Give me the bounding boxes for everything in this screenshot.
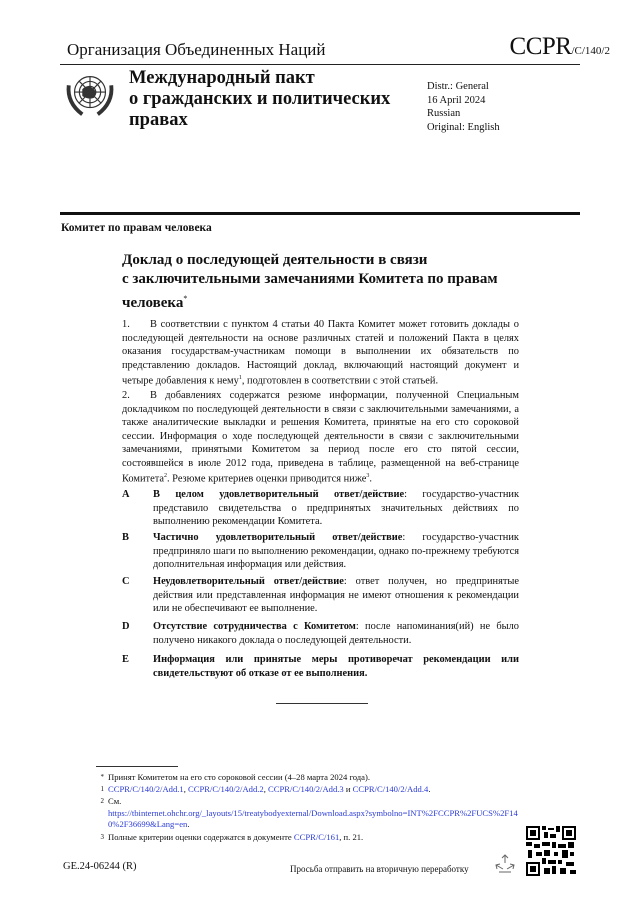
symbol-sub: /C/140/2 (571, 45, 610, 57)
criterion-label: Информация или принятые меры противоречат рекомендации или свидетельствуют об отказе от ее выполнения. (153, 654, 519, 679)
footnote-3 (100, 832, 528, 844)
footnote-star (100, 772, 528, 784)
document-link[interactable]: CCPR/C/140/2/Add.2 (188, 784, 264, 794)
criterion-label: Частично удовлетворительный ответ/действие (153, 532, 403, 543)
footnote-ref[interactable]: * (183, 294, 188, 303)
paragraph-text: , подготовлен в соответствии с этой статьей. (241, 375, 439, 387)
paragraph-2 (122, 389, 519, 486)
footnote-text: Принят Комитетом на его сто сороковой сессии (4–28 марта 2024 года). (108, 772, 370, 782)
distribution: Distr.: General (427, 81, 489, 92)
document-link[interactable]: CCPR/C/140/2/Add.3 (268, 784, 344, 794)
treaty-title-line: правах (129, 110, 188, 130)
header-rule (60, 64, 580, 65)
title-line: человека (122, 295, 184, 311)
distribution-block (427, 80, 500, 134)
document-link[interactable]: CCPR/C/140/2/Add.1 (108, 784, 184, 794)
job-number: GE.24-06244 (R) (63, 861, 137, 872)
paragraph-number: 1. (122, 319, 130, 330)
document-date: 16 April 2024 (427, 94, 486, 106)
title-line: с заключительными замечаниями Комитета по правам (122, 271, 498, 287)
footnote-mark: 1 (100, 785, 104, 793)
recycle-icon (493, 853, 517, 877)
criterion-letter: A (122, 489, 130, 500)
document-symbol (510, 33, 610, 61)
criterion-c (122, 575, 519, 616)
criterion-label: Отсутствие сотрудничества с Комитетом (153, 621, 356, 632)
criterion-b (122, 531, 519, 572)
section-rule (60, 212, 580, 215)
paragraph-text: . (369, 473, 372, 485)
web-link[interactable]: https://tbinternet.ohchr.org/_layouts/15/treatybodyexternal/Download.aspx?symbolno=INT%2FCCPR%2FUCS%2F140%2F36699&Lang=en (108, 807, 518, 830)
separator: , (183, 784, 188, 794)
footnote-text: См. (108, 796, 122, 806)
footnote-mark: 3 (100, 833, 104, 841)
separator: . (187, 819, 190, 830)
paragraph-text: В соответствии с пунктом 4 статьи 40 Пакта Комитет может готовить доклады о последующей деятельности на основе различных статей и положений Пакта в целях оказания государствам-участникам помощи в выполнении их обязательств по представлению докладов. Настоящий доклад, включающий настоящий документ и четыре добавления к нему (122, 319, 519, 387)
footnote-2 (100, 796, 528, 831)
criterion-e (122, 653, 519, 680)
original-language: Original: English (427, 121, 500, 133)
criterion-d (122, 620, 519, 647)
footnote-1 (100, 784, 528, 796)
separator: . (428, 784, 431, 794)
treaty-title-line: Международный пакт (129, 68, 315, 88)
qr-code-icon[interactable] (526, 826, 576, 876)
document-language: Russian (427, 108, 461, 119)
committee-name: Комитет по правам человека (61, 222, 212, 234)
criterion-letter: C (122, 576, 130, 587)
footnote-rule (96, 766, 178, 767)
criterion-letter: D (122, 621, 130, 632)
criterion-text: : после напоминания(ий) не было получено никакого доклада о последующей деятельности. (153, 621, 519, 646)
footnote-ref[interactable]: 3 (366, 473, 370, 479)
separator: и (343, 784, 353, 794)
footnote-text: Полные критерии оценки содержатся в документе (108, 832, 294, 842)
treaty-title-line: о гражданских и политических (129, 89, 391, 109)
criterion-label: В целом удовлетворительный ответ/действие (153, 489, 405, 500)
report-title (122, 251, 542, 313)
symbol-main: CCPR (509, 33, 572, 60)
document-link[interactable]: CCPR/C/161 (293, 832, 340, 842)
paragraph-1 (122, 318, 519, 388)
paragraph-text: В добавлениях содержатся резюме информации, полученной Специальным докладчиком по последующей деятельности в связи с заключительными замечаниями, а также аналитические выкладки и решения Комитета, принятые на его сто сороковой сессии. Информация о ходе последующей деятельности в связи с заключительными замечаниями, принятыми Комитетом за период после его сто пятой сессии, состоявшейся в июле 2012 года, приведена в таблице, размещенной на веб-странице Комитета (122, 390, 519, 485)
treaty-title (129, 68, 390, 131)
footnote-mark: 2 (100, 797, 104, 805)
criterion-letter: E (122, 654, 129, 665)
criterion-text: : государство-участник представило свидетельства о предпринятых значительных действиях по выполнению рекомендации Комитета. (153, 489, 519, 527)
criterion-a (122, 488, 519, 529)
footnote-text: , п. 21. (339, 832, 364, 842)
end-separator (276, 703, 368, 704)
footnote-ref[interactable]: 1 (238, 375, 242, 381)
criterion-text: : государство-участник предприняло шаги по выполнению рекомендации, однако по-прежнему требуются дополнительная информация или действия. (153, 532, 519, 570)
criterion-letter: B (122, 532, 129, 543)
footnote-mark: * (100, 773, 104, 781)
paragraph-text: . Резюме критериев оценки приводится ниже (166, 473, 367, 485)
criterion-label: Неудовлетворительный ответ/действие (153, 576, 344, 587)
document-link[interactable]: CCPR/C/140/2/Add.4 (352, 784, 429, 794)
organization-name: Организация Объединенных Наций (67, 40, 326, 59)
criterion-text: : ответ получен, но предпринятые действия или представленная информация не имеют отношения к рекомендации или не обеспечивают ее выполнение. (153, 576, 519, 614)
footnote-ref[interactable]: 2 (163, 473, 167, 479)
separator: , (263, 784, 268, 794)
un-emblem-icon (61, 66, 119, 124)
paragraph-number: 2. (122, 390, 130, 401)
title-line: Доклад о последующей деятельности в связи (122, 252, 428, 268)
recycle-text: Просьба отправить на вторичную переработку (290, 864, 469, 874)
